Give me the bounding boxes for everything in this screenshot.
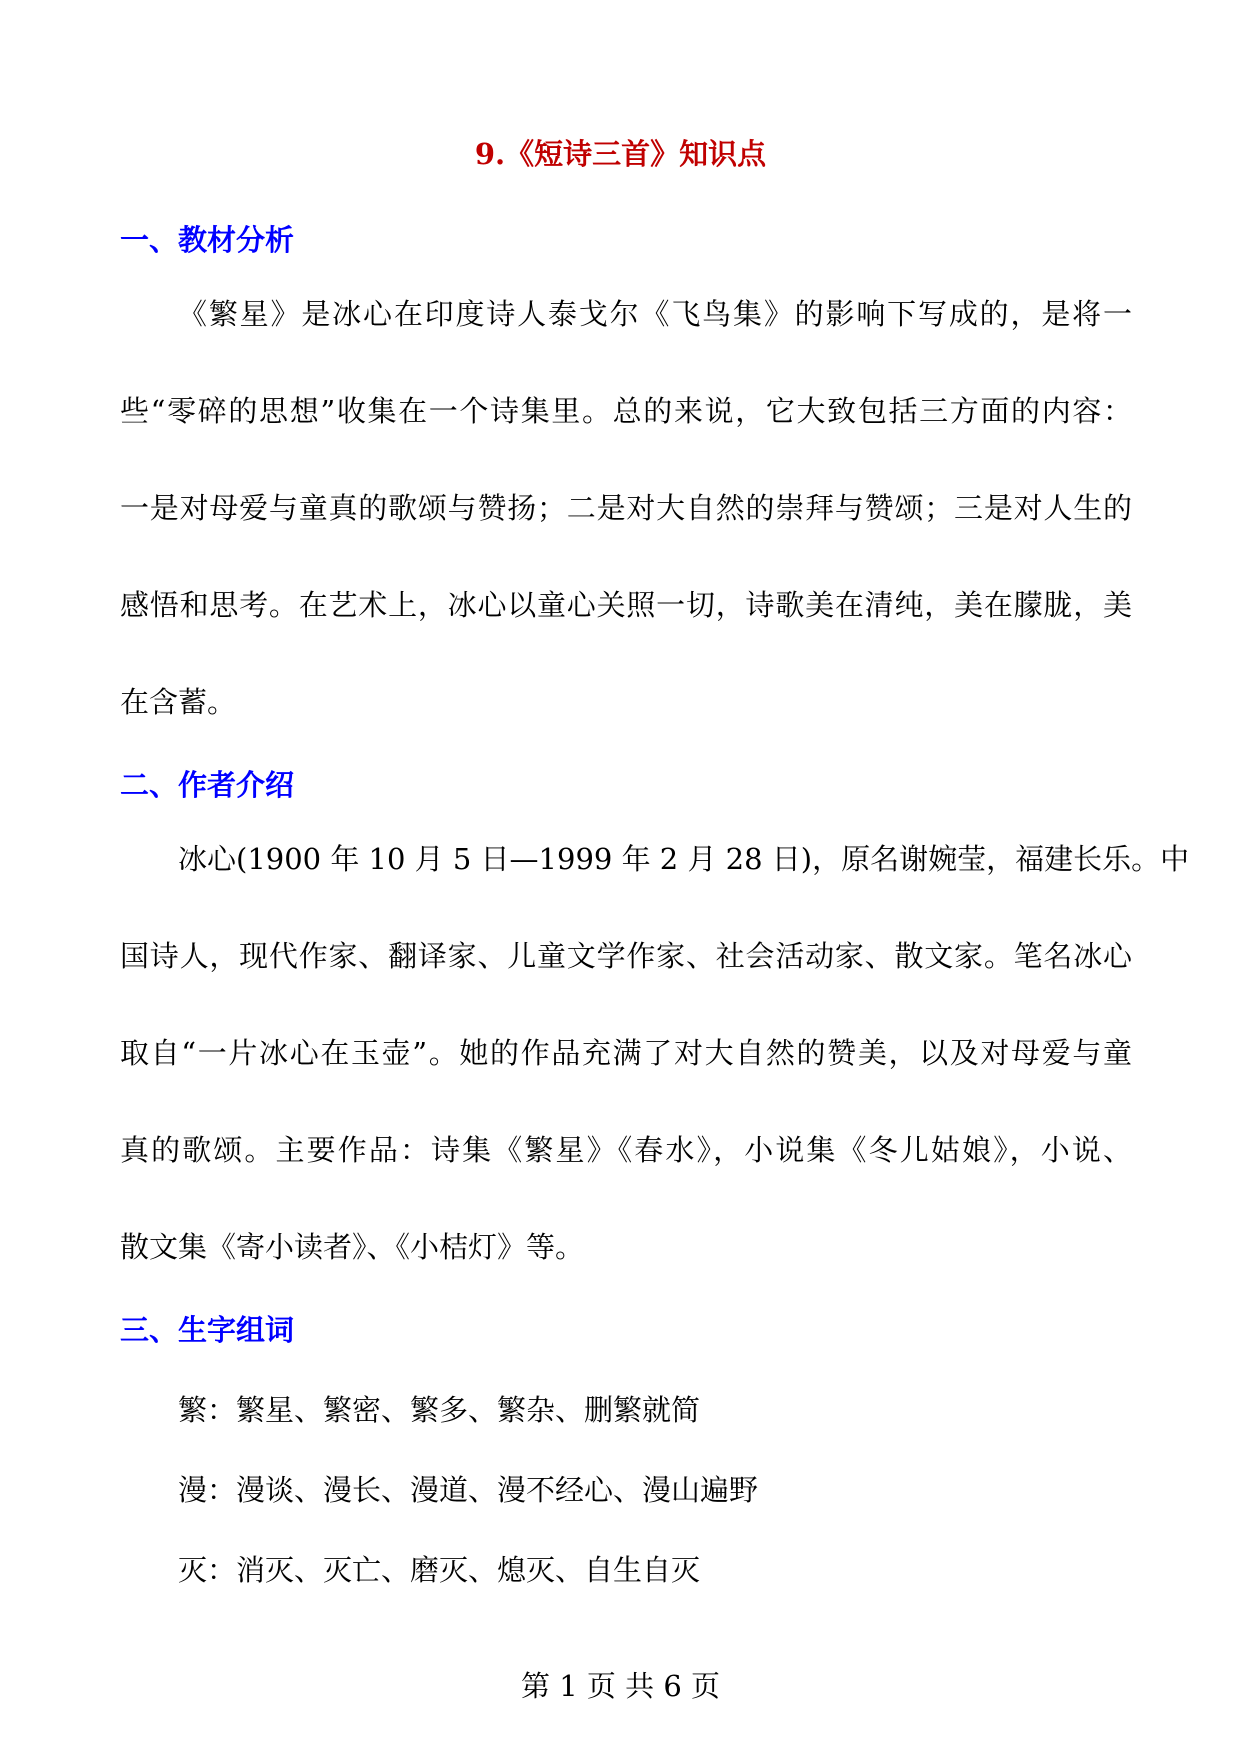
section-heading-analysis: 一、教材分析	[120, 223, 295, 257]
section-heading-vocabulary: 三、生字组词	[120, 1313, 295, 1347]
paragraph-line: 散文集《寄小读者》、《小桔灯》等。	[120, 1230, 585, 1264]
paragraph-line: 取自“一片冰心在玉壶”。她的作品充满了对大自然的赞美，以及对母爱与童	[120, 1036, 1132, 1070]
paragraph-line: 国诗人，现代作家、翻译家、儿童文学作家、社会活动家、散文家。笔名冰心	[120, 939, 1132, 973]
author-paragraph	[120, 841, 1190, 1326]
paragraph-line: 冰心(1900 年 10 月 5 日—1999 年 2 月 28 日)，原名谢婉莹，福建长乐。中	[178, 842, 1190, 876]
paragraph-line: 在含蓄。	[120, 685, 237, 719]
vocabulary-item: 繁：繁星、繁密、繁多、繁杂、删繁就简	[178, 1393, 701, 1427]
paragraph-line: 一是对母爱与童真的歌颂与赞扬；二是对大自然的崇拜与赞颂；三是对人生的	[120, 491, 1132, 525]
paragraph-line: 感悟和思考。在艺术上，冰心以童心关照一切，诗歌美在清纯，美在朦胧，美	[120, 588, 1132, 622]
analysis-paragraph	[120, 296, 1132, 781]
vocabulary-item: 漫：漫谈、漫长、漫道、漫不经心、漫山遍野	[178, 1473, 759, 1507]
section-heading-author: 二、作者介绍	[120, 768, 295, 802]
paragraph-line: 些“零碎的思想”收集在一个诗集里。总的来说，它大致包括三方面的内容：	[120, 394, 1132, 428]
paragraph-line: 真的歌颂。主要作品：诗集《繁星》《春水》，小说集《冬儿姑娘》，小说、	[120, 1133, 1132, 1167]
document-title: 9.《短诗三首》知识点	[474, 137, 767, 171]
vocabulary-item: 灭：消灭、灭亡、磨灭、熄灭、自生自灭	[178, 1553, 701, 1587]
paragraph-line: 《繁星》是冰心在印度诗人泰戈尔《飞鸟集》的影响下写成的，是将一	[178, 297, 1132, 331]
page-footer: 第 1 页 共 6 页	[521, 1669, 720, 1703]
